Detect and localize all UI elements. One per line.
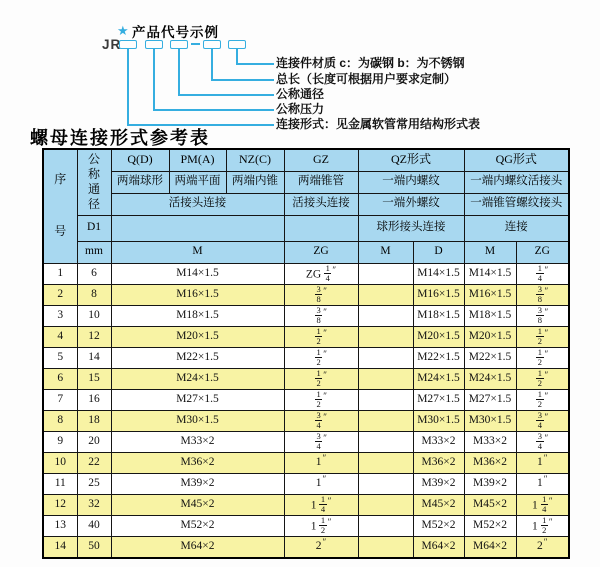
qg-m-cell: M18×1.5: [464, 305, 516, 326]
m-thread-cell: M18×1.5: [111, 305, 284, 326]
qg-m-cell: M33×2: [464, 431, 516, 452]
table-row: [43, 515, 569, 536]
seq-cell: 2: [43, 284, 77, 305]
qg-m-cell: M64×2: [464, 536, 516, 558]
header-qz-ball-connection: 球形接头连接: [358, 215, 464, 241]
header-zg-thread: ZG: [284, 241, 358, 263]
label-nominal-diameter: 公称通径: [276, 87, 325, 101]
qg-m-cell: M30×1.5: [464, 410, 516, 431]
qz-m-cell: [358, 410, 413, 431]
table-row: [43, 347, 569, 368]
m-thread-cell: M20×1.5: [111, 326, 284, 347]
label-nominal-pressure: 公称压力: [276, 102, 325, 116]
qg-m-cell: M27×1.5: [464, 389, 516, 410]
header-group-nzc: NZ(C): [226, 149, 284, 171]
qz-d-cell: M45×2: [413, 494, 464, 515]
m-thread-cell: M52×2: [111, 515, 284, 536]
table-row: [43, 536, 569, 558]
table-row: [43, 431, 569, 452]
qg-m-cell: M36×2: [464, 452, 516, 473]
dn-cell: 16: [77, 389, 111, 410]
qz-m-cell: [358, 452, 413, 473]
qz-m-cell: [358, 305, 413, 326]
dn-cell: 50: [77, 536, 111, 558]
table-row: [43, 410, 569, 431]
qg-zg-cell: 1″: [516, 452, 569, 473]
qg-zg-cell: 1 $\frac{1}{4}$ ″: [516, 494, 569, 515]
zg-thread-cell: $\frac{3}{8}$ ″: [284, 305, 358, 326]
zg-thread-cell: $\frac{3}{8}$ ″: [284, 284, 358, 305]
qz-d-cell: M27×1.5: [413, 389, 464, 410]
seq-cell: 12: [43, 494, 77, 515]
table-body: [43, 263, 569, 558]
m-thread-cell: M45×2: [111, 494, 284, 515]
header-group-qg: QG形式: [464, 149, 569, 171]
header-group-qd: Q(D): [111, 149, 169, 171]
seq-cell: 7: [43, 389, 77, 410]
seq-cell: 10: [43, 452, 77, 473]
qz-m-cell: [358, 515, 413, 536]
nut-connection-table: [42, 148, 570, 559]
dn-cell: 12: [77, 326, 111, 347]
qg-zg-cell: 1″: [516, 473, 569, 494]
table-row: [43, 305, 569, 326]
dn-cell: 8: [77, 284, 111, 305]
qz-d-cell: M16×1.5: [413, 284, 464, 305]
header-pma-desc: 两端平面: [169, 171, 226, 193]
qz-d-cell: M39×2: [413, 473, 464, 494]
header-nzc-desc: 两端内锥: [226, 171, 284, 193]
header-qg-zg: ZG: [516, 241, 569, 263]
qz-m-cell: [358, 347, 413, 368]
qg-zg-cell: 1 $\frac{1}{2}$ ″: [516, 515, 569, 536]
qz-m-cell: [358, 326, 413, 347]
seq-cell: 3: [43, 305, 77, 326]
table-row: [43, 284, 569, 305]
m-thread-cell: M27×1.5: [111, 389, 284, 410]
qg-m-cell: M24×1.5: [464, 368, 516, 389]
qg-m-cell: M16×1.5: [464, 284, 516, 305]
m-thread-cell: M64×2: [111, 536, 284, 558]
m-thread-cell: M39×2: [111, 473, 284, 494]
header-qg-desc1: 一端内螺纹活接头: [464, 171, 569, 193]
empty-cell: [284, 215, 358, 241]
qz-d-cell: M64×2: [413, 536, 464, 558]
star-icon: ★: [117, 23, 129, 38]
m-thread-cell: M36×2: [111, 452, 284, 473]
table-title: 螺母连接形式参考表: [30, 128, 210, 148]
header-qz-m: M: [358, 241, 413, 263]
header-unit-mm: mm: [77, 241, 111, 263]
table-row: [43, 326, 569, 347]
qg-zg-cell: $\frac{1}{2}$ ″: [516, 368, 569, 389]
qg-zg-cell: $\frac{1}{2}$ ″: [516, 347, 569, 368]
seq-cell: 6: [43, 368, 77, 389]
seq-cell: 4: [43, 326, 77, 347]
header-gz-union: 活接头连接: [284, 193, 358, 215]
zg-thread-cell: $\frac{1}{2}$ ″: [284, 347, 358, 368]
m-thread-cell: M22×1.5: [111, 347, 284, 368]
qz-d-cell: M18×1.5: [413, 305, 464, 326]
qg-zg-cell: $\frac{3}{4}$ ″: [516, 410, 569, 431]
dn-cell: 40: [77, 515, 111, 536]
qz-m-cell: [358, 284, 413, 305]
qz-d-cell: M20×1.5: [413, 326, 464, 347]
label-total-length: 总长（长度可根据用户要求定制）: [276, 72, 457, 86]
label-material: 连接件材质 c：为碳钢 b：为不锈钢: [276, 56, 465, 70]
m-thread-cell: M30×1.5: [111, 410, 284, 431]
qz-m-cell: [358, 263, 413, 284]
header-gz-desc: 两端锥管: [284, 171, 358, 193]
qg-m-cell: M52×2: [464, 515, 516, 536]
header-seq: 序 号: [43, 149, 77, 263]
qz-d-cell: M36×2: [413, 452, 464, 473]
header-qg-desc2: 一端锥管螺纹接头: [464, 193, 569, 215]
zg-thread-cell: 2″: [284, 536, 358, 558]
qg-zg-cell: $\frac{3}{8}$ ″: [516, 305, 569, 326]
qg-zg-cell: $\frac{1}{2}$ ″: [516, 326, 569, 347]
m-thread-cell: M16×1.5: [111, 284, 284, 305]
product-code-prefix: JR: [102, 37, 122, 52]
zg-thread-cell: $\frac{1}{2}$ ″: [284, 389, 358, 410]
dn-cell: 6: [77, 263, 111, 284]
table-row: [43, 452, 569, 473]
zg-thread-cell: $\frac{3}{4}$ ″: [284, 410, 358, 431]
qg-m-cell: M14×1.5: [464, 263, 516, 284]
zg-thread-cell: 1″: [284, 473, 358, 494]
qz-m-cell: [358, 431, 413, 452]
table-row: [43, 494, 569, 515]
header-group-pma: PM(A): [169, 149, 226, 171]
zg-thread-cell: ZG $\frac{1}{4}$ ″: [284, 263, 358, 284]
seq-cell: 5: [43, 347, 77, 368]
dn-cell: 18: [77, 410, 111, 431]
dn-cell: 14: [77, 347, 111, 368]
dn-cell: 10: [77, 305, 111, 326]
dn-cell: 25: [77, 473, 111, 494]
header-d1: D1: [77, 215, 111, 241]
qz-d-cell: M30×1.5: [413, 410, 464, 431]
header-qd-desc: 两端球形: [111, 171, 169, 193]
qz-m-cell: [358, 494, 413, 515]
header-qz-d: D: [413, 241, 464, 263]
qg-zg-cell: 2″: [516, 536, 569, 558]
qg-m-cell: M22×1.5: [464, 347, 516, 368]
qg-zg-cell: $\frac{1}{2}$ ″: [516, 389, 569, 410]
qg-zg-cell: $\frac{3}{8}$ ″: [516, 284, 569, 305]
seq-cell: 14: [43, 536, 77, 558]
header-m-thread: M: [111, 241, 284, 263]
seq-cell: 9: [43, 431, 77, 452]
m-thread-cell: M14×1.5: [111, 263, 284, 284]
header-qz-desc2: 一端外螺纹: [358, 193, 464, 215]
qg-zg-cell: $\frac{3}{4}$ ″: [516, 431, 569, 452]
qz-m-cell: [358, 368, 413, 389]
qg-m-cell: M45×2: [464, 494, 516, 515]
label-connection-form: 连接形式：见金属软管常用结构形式表: [276, 117, 481, 131]
seq-cell: 11: [43, 473, 77, 494]
qz-d-cell: M24×1.5: [413, 368, 464, 389]
m-thread-cell: M33×2: [111, 431, 284, 452]
header-qg-m: M: [464, 241, 516, 263]
zg-thread-cell: 1 $\frac{1}{4}$ ″: [284, 494, 358, 515]
seq-cell: 13: [43, 515, 77, 536]
zg-thread-cell: $\frac{1}{2}$ ″: [284, 368, 358, 389]
dn-cell: 32: [77, 494, 111, 515]
qz-d-cell: M22×1.5: [413, 347, 464, 368]
table-row: [43, 368, 569, 389]
qg-m-cell: M20×1.5: [464, 326, 516, 347]
dn-cell: 15: [77, 368, 111, 389]
zg-thread-cell: 1 $\frac{1}{2}$ ″: [284, 515, 358, 536]
code-dash: [191, 43, 200, 45]
header-group-gz: GZ: [284, 149, 358, 171]
diagram-title: 产品代号示例: [132, 25, 219, 40]
header-dn: 公 称 通 径: [77, 149, 111, 215]
qg-m-cell: M39×2: [464, 473, 516, 494]
zg-thread-cell: $\frac{3}{4}$ ″: [284, 431, 358, 452]
header-group-qz: QZ形式: [358, 149, 464, 171]
qz-m-cell: [358, 389, 413, 410]
empty-cell: [111, 215, 284, 241]
dn-cell: 22: [77, 452, 111, 473]
header-qg-connection: 连接: [464, 215, 569, 241]
qz-d-cell: M33×2: [413, 431, 464, 452]
seq-cell: 1: [43, 263, 77, 284]
zg-thread-cell: $\frac{1}{2}$ ″: [284, 326, 358, 347]
qg-zg-cell: $\frac{1}{4}$ ″: [516, 263, 569, 284]
table-row: [43, 263, 569, 284]
qz-m-cell: [358, 536, 413, 558]
dn-cell: 20: [77, 431, 111, 452]
header-union-connection: 活接头连接: [111, 193, 284, 215]
qz-d-cell: M52×2: [413, 515, 464, 536]
table-row: [43, 389, 569, 410]
table-row: [43, 473, 569, 494]
header-qz-desc1: 一端内螺纹: [358, 171, 464, 193]
seq-cell: 8: [43, 410, 77, 431]
m-thread-cell: M24×1.5: [111, 368, 284, 389]
qz-m-cell: [358, 473, 413, 494]
connector-line-5: [236, 48, 274, 65]
qz-d-cell: M14×1.5: [413, 263, 464, 284]
zg-thread-cell: 1″: [284, 452, 358, 473]
